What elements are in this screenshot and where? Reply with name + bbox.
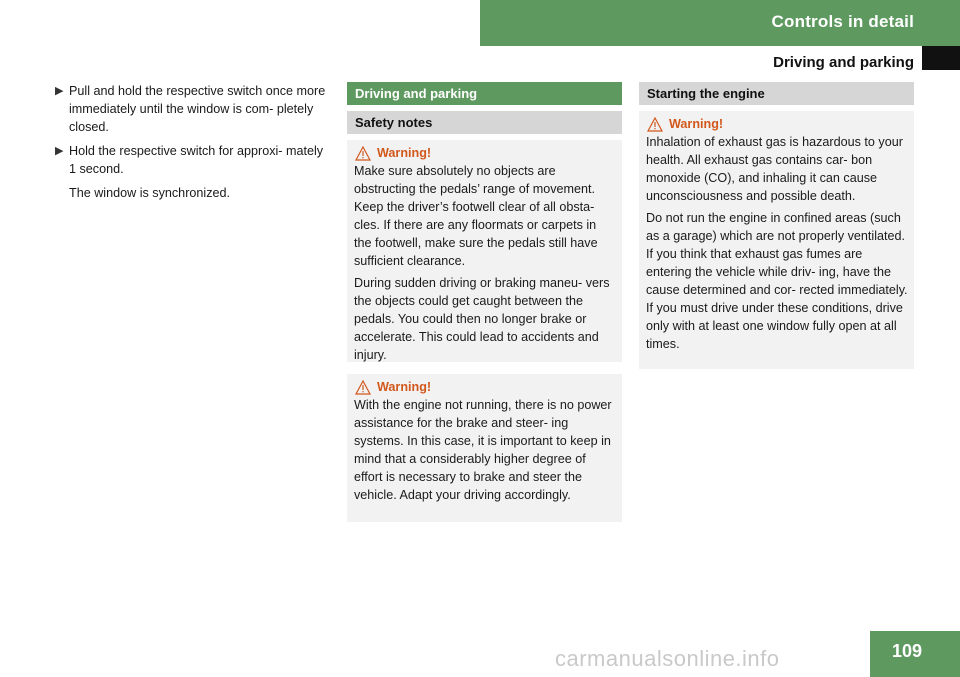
- warning-label: Warning!: [377, 380, 432, 394]
- column-1: [54, 82, 330, 202]
- step-result: The window is synchronized.: [69, 186, 230, 200]
- chapter-header: [480, 0, 960, 46]
- warning-box-power-assistance: [347, 374, 622, 522]
- warning-paragraph: With the engine not running, there is no power assistance for the brake and steer- ing systems. In this case, it is important to keep in mind that a considerably higher degree of effort is necessary to brake and steer the vehicle. Adapt your driving accordingly.: [354, 398, 612, 502]
- warning-paragraph: Make sure absolutely no objects are obstructing the pedals’ range of movement. Keep the driver’s footwell clear of all obsta- cles. If there are any floormats or carpets in the footwell, make sure the pedals still have sufficient clearance.: [354, 164, 598, 268]
- watermark: carmanualsonline.info: [555, 646, 780, 671]
- section-heading-driving-parking: Driving and parking: [347, 82, 622, 105]
- triangle-right-icon: ▶: [55, 145, 64, 157]
- section-tab-marker: [922, 46, 960, 70]
- warning-paragraph: Do not run the engine in confined areas (such as a garage) which are not properly ventilated. If you think that exhaust gas fumes are entering the vehicle while driv- ing, have the cause determined and cor- rected immediately. If you must drive under these conditions, drive only with at least one window fully open at all times.: [646, 211, 908, 351]
- warning-header: [355, 144, 616, 162]
- step-text: Pull and hold the respective switch once more immediately until the window is com- pletely closed.: [69, 84, 326, 134]
- page-number: 109: [870, 631, 960, 677]
- chapter-title: Controls in detail: [771, 12, 914, 31]
- warning-header: [355, 378, 616, 396]
- warning-paragraph: Inhalation of exhaust gas is hazardous to your health. All exhaust gas contains car- bon monoxide (CO), and inhaling it can cause unconsciousness and possible death.: [646, 135, 903, 203]
- warning-box-exhaust-gas: [639, 111, 914, 369]
- warning-label: Warning!: [377, 146, 432, 160]
- subsection-heading-safety-notes: Safety notes: [347, 111, 622, 134]
- warning-paragraph: During sudden driving or braking maneu- vers the objects could get caught between the pedals. You could then no longer brake or accelerate. This could lead to accidents and injury.: [354, 276, 610, 362]
- section-heading-starting-engine: Starting the engine: [639, 82, 914, 105]
- step-item: [54, 142, 330, 178]
- section-title: Driving and parking: [773, 54, 914, 71]
- warning-box-pedals: [347, 140, 622, 362]
- step-item: [54, 82, 330, 136]
- warning-triangle-icon: [647, 117, 663, 132]
- warning-triangle-icon: [355, 146, 371, 161]
- warning-header: [647, 115, 908, 133]
- step-text: Hold the respective switch for approxi- mately 1 second.: [69, 144, 324, 176]
- warning-label: Warning!: [669, 117, 724, 131]
- triangle-right-icon: ▶: [55, 85, 64, 97]
- warning-triangle-icon: [355, 380, 371, 395]
